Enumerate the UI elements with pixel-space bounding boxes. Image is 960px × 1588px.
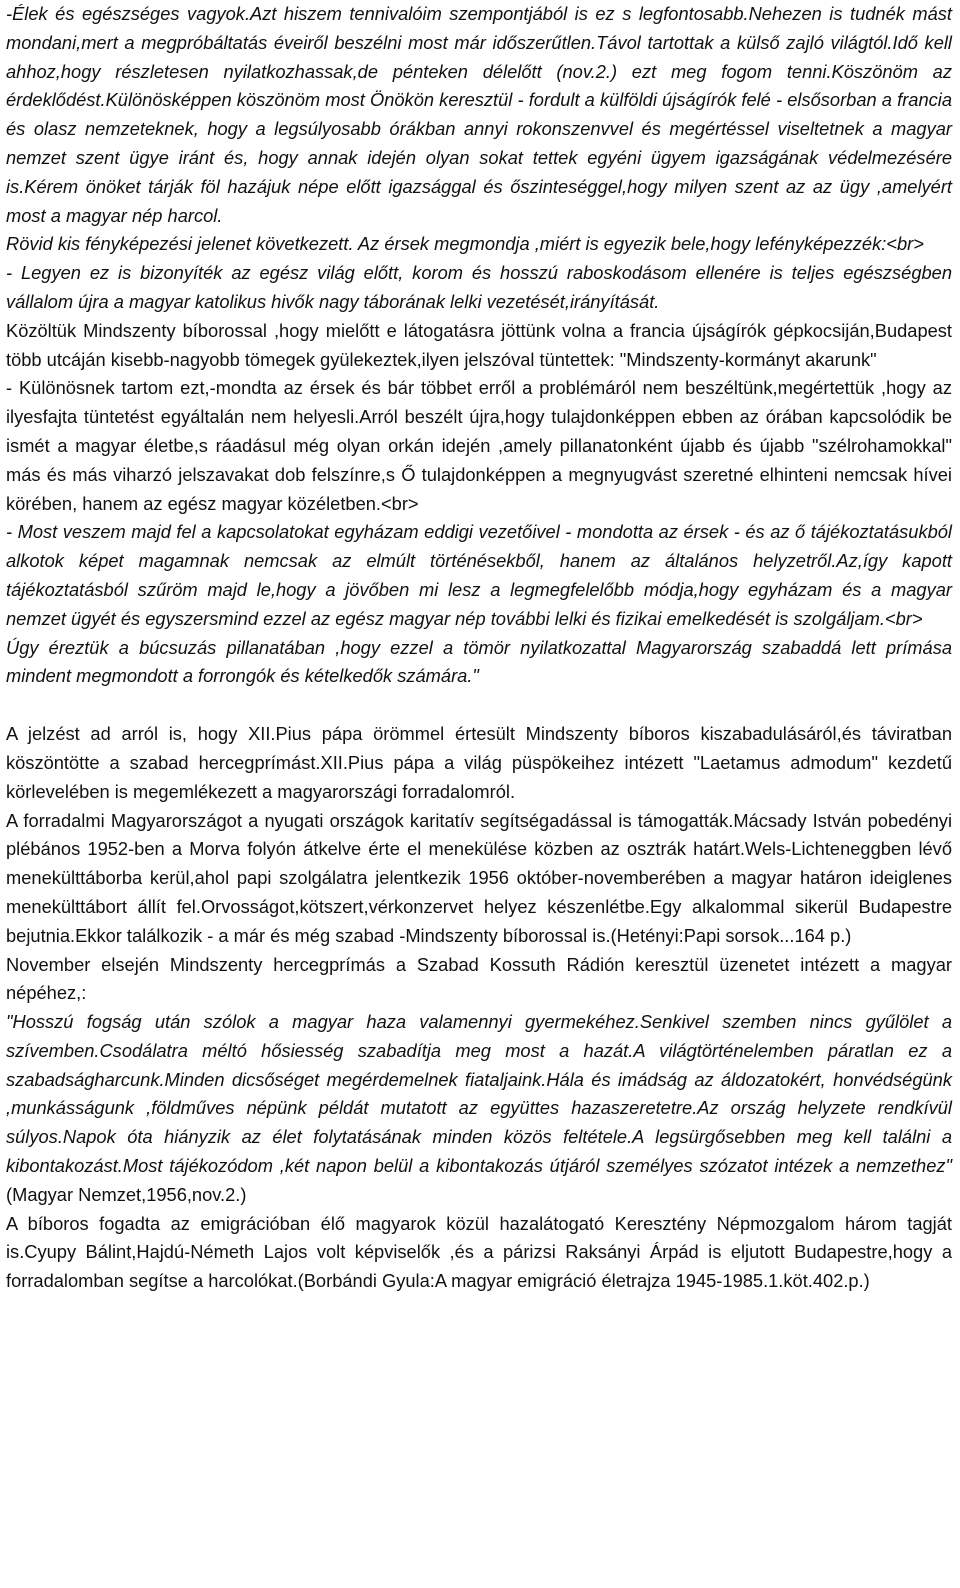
radio-quote-source: (Magyar Nemzet,1956,nov.2.) bbox=[6, 1183, 247, 1205]
paragraph-church-contacts: - Most veszem majd fel a kapcsolatokat egyházam eddigi vezetőivel - mondotta az érsek - és az ő tájékoztatásukból alkotok képet magamnak nemcsak az elmúlt történésekből, hanem az általános helyzetről.Az,így kapott tájékoztatásból szűröm majd le,hogy a jövőben mi lesz a legmegfelelőbb módja,hogy egyházam és a magyar nemzet ügyét és egyszersmind ezzel az egész magyar nép további lelki és fizikai emelkedését is szolgáljam.<br> bbox=[6, 521, 952, 629]
paragraph-radio-message-intro: November elsején Mindszenty hercegprímás a Szabad Kossuth Rádión keresztül üzenetet intézett a magyar népéhez,: bbox=[6, 953, 952, 1004]
paragraph-spacer bbox=[6, 691, 952, 720]
paragraph-photo-scene: Rövid kis fényképezési jelenet következett. Az érsek megmondja ,miért is egyezik bele,hogy lefényképezzék:<br> bbox=[6, 233, 924, 255]
paragraph-charity-aid: A forradalmi Magyarországot a nyugati országok karitatív segítségadással is támogatták.Mácsady István pobedényi plébános 1952-ben a Morva folyón átkelve érte el menekülése közben az osztrák határt.Wels-Lichteneggben lévő menekülttáborba kerül,ahol papi szolgálatra jelentkezik 1956 október-novemberében a magyar határon ideiglenes menekülttábort állít fel.Orvosságot,kötszert,vérkonzervet helyez készenlétbe.Egy alkalommal sikerül Budapestre bejutnia.Ekkor találkozik - a már és még szabad -Mindszenty bíborossal is.(Hetényi:Papi sorsok...164 p.) bbox=[6, 809, 952, 946]
document-body bbox=[6, 0, 952, 1296]
paragraph-emigre-visit: A bíboros fogadta az emigrációban élő magyarok közül hazalátogató Keresztény Népmozgalom három tagját is.Cyupy Bálint,Hajdú-Németh Lajos volt képviselők ,és a párizsi Raksányi Árpád is eljutott Budapestre,hogy a forradalomban segítse a harcolókat.(Borbándi Gyula:A magyar emigráció életrajza 1945-1985.1.köt.402.p.) bbox=[6, 1212, 952, 1292]
radio-quote-text: "Hosszú fogság után szólok a magyar haza valamennyi gyermekéhez.Senkivel szemben nincs gyűlölet a szívemben.Csodálatra méltó hősiesség szabadítja meg most a hazát.A világtörténelemben páratlan ez a szabadságharcunk.Minden dicsőséget megérdemelnek fiataljaink.Hála és imádság az áldozatokért, honvédségünk ,munkásságunk ,földműves népünk példát mutatott az együttes hazaszeretetre.Az ország helyzete rendkívül súlyos.Napok óta hiányzik az élet folytatásának minden közös feltétele.A legsürgősebben meg kell találni a kibontakozást.Most tájékozódom ,két napon belül a kibontakozás útjáról személyes szózatot intézek a nemzethez" bbox=[6, 1011, 952, 1177]
paragraph-archbishop-view: - Különösnek tartom ezt,-mondta az érsek és bár többet erről a problémáról nem beszéltünk,megértettük ,hogy az ilyesfajta tüntetést egyáltalán nem helyesli.Arról beszélt újra,hogy tulajdonképpen ebben az órában kapcsolódik be ismét a magyar életbe,s ráadásul még olyan orkán idején ,amely pillanatonként újabb és újabb "szélrohamokkal" más és más viharzó jelszavakat dob felszínre,s Ő tulajdonképpen a megnyugvást szeretné elhinteni nemcsak hívei körében, hanem az egész magyar közéletben.<br> bbox=[6, 377, 952, 514]
paragraph-radio-quote bbox=[6, 1008, 952, 1210]
paragraph-interview-answer: -Élek és egészséges vagyok.Azt hiszem tennivalóim szempontjából is ez s legfontosabb.Nehezen is tudnék mást mondani,mert a megpróbáltatás éveiről beszélni most már időszerűtlen.Távol tartottak a külső zajló világtól.Idő kell ahhoz,hogy részletesen nyilatkozhassak,de pénteken délelőtt (nov.2.) ezt meg fogom tenni.Köszönöm az érdeklődést.Különösképpen köszönöm most Önökön keresztül - fordult a külföldi újságírók felé - elsősorban a francia és olasz nemzeteknek, hogy a legsúlyosabb órákban annyi rokonszenvvel és megértéssel viseltetnek a magyar nemzet szent ügye iránt és, hogy annak idején olyan sokat tettek egyéni ügyem igazságának védelmezésére is.Kérem önöket tárják föl hazájuk népe előtt igazsággal és őszinteséggel,hogy milyen szent az az ügy ,amelyért most a magyar nép harcol. bbox=[6, 3, 952, 226]
paragraph-demonstration-report: Közöltük Mindszenty bíborossal ,hogy mielőtt e látogatásra jöttünk volna a francia újságírók gépkocsiján,Budapest több utcáján kisebb-nagyobb tömegek gyülekeztek,ilyen jelszóval tüntettek: "Mindszenty-kormányt akarunk" bbox=[6, 319, 952, 370]
paragraph-health-statement: - Legyen ez is bizonyíték az egész világ előtt, korom és hosszú raboskodásom ellenére is teljes egészségben vállalom újra a magyar katolikus hivők nagy táborának lelki vezetését,irányítását. bbox=[6, 262, 952, 312]
paragraph-pope-pius: A jelzést ad arról is, hogy XII.Pius pápa örömmel értesült Mindszenty bíboros kiszabadulásáról,és táviratban köszöntötte a szabad hercegprímást.XII.Pius pápa a világ püspökeihez intézett "Laetamus admodum" kezdetű körlevelében is megemlékezett a magyarországi forradalomról. bbox=[6, 723, 952, 802]
paragraph-farewell: Úgy éreztük a búcsuzás pillanatában ,hogy ezzel a tömör nyilatkozattal Magyarország szabaddá lett prímása mindent megmondott a forrongók és kételkedők számára." bbox=[6, 636, 952, 687]
